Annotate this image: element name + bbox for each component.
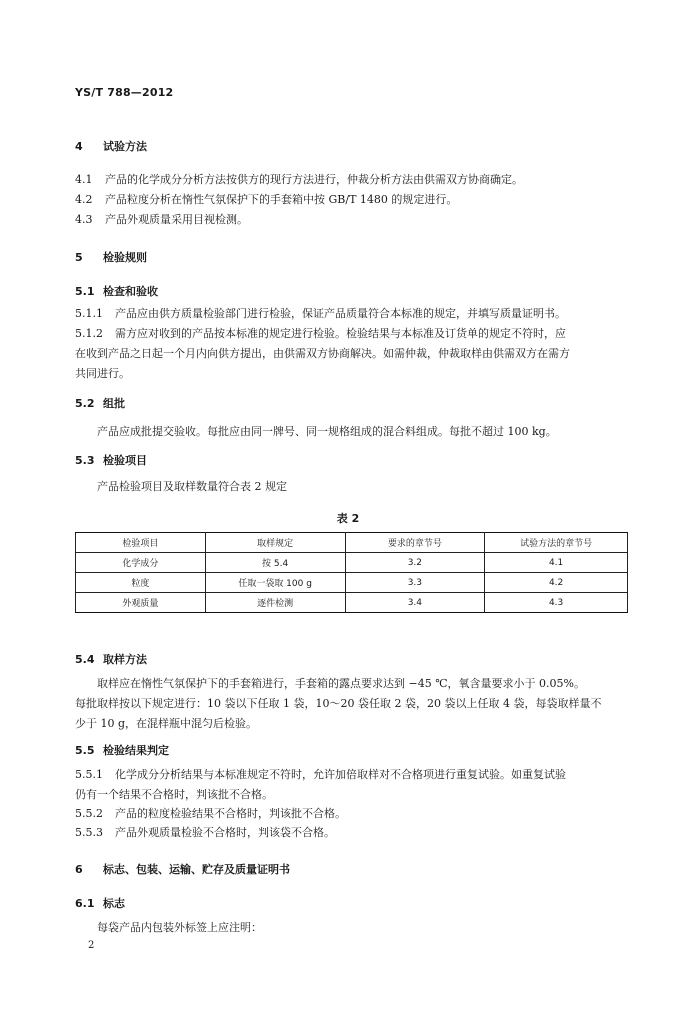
clause-number: 4.3 [75,213,93,226]
table-cell: 4.3 [485,593,628,613]
subsection-title: 检验项目 [103,454,147,467]
subsection-number: 5.4 [75,653,95,666]
section-number: 4 [75,140,83,153]
clause-text: 产品外观质量采用目视检测。 [105,213,248,226]
clause-5-5-3 [75,826,335,840]
paragraph-5-4-line2: 每批取样按以下规定进行：10 袋以下任取 1 袋，10～20 袋任取 2 袋，20 袋以上任取 4 袋，每袋取样量不 [75,697,602,710]
section-4-heading [75,138,147,154]
subsection-title: 检验结果判定 [103,744,169,757]
clause-number: 4.2 [75,193,93,206]
subsection-title: 标志 [103,897,125,910]
subsection-title: 检查和验收 [103,285,158,298]
subsection-5-5-heading [75,742,169,758]
clause-5-1-2-line3: 共同进行。 [75,367,130,380]
clause-5-5-2 [75,807,346,821]
clause-text: 产品应由供方质量检验部门进行检验，保证产品质量符合本标准的规定，并填写质量证明书。 [115,307,566,320]
inspection-table [75,532,628,613]
table-header-cell: 要求的章节号 [345,533,485,553]
section-6-heading [75,861,290,877]
table-cell: 外观质量 [76,593,206,613]
table-cell: 粒度 [76,573,206,593]
table-row [76,573,628,593]
table-cell: 3.3 [345,573,485,593]
paragraph-5-4-line3: 少于 10 g，在混样瓶中混匀后检验。 [75,717,258,730]
section-title: 试验方法 [103,140,147,153]
section-title: 检验规则 [103,251,147,264]
clause-4-2 [75,193,457,207]
clause-number: 5.1.1 [75,307,103,320]
subsection-title: 取样方法 [103,653,147,666]
section-title: 标志、包装、运输、贮存及质量证明书 [103,863,290,876]
section-number: 6 [75,863,83,876]
paragraph-5-3: 产品检验项目及取样数量符合表 2 规定 [97,480,287,493]
subsection-number: 5.1 [75,285,95,298]
table-row [76,553,628,573]
table-cell: 3.2 [345,553,485,573]
table-cell: 3.4 [345,593,485,613]
section-number: 5 [75,251,83,264]
clause-number: 4.1 [75,173,93,186]
subsection-number: 5.5 [75,744,95,757]
clause-text: 产品外观质量检验不合格时，判该袋不合格。 [115,826,335,839]
clause-text: 化学成分分析结果与本标准规定不符时，允许加倍取样对不合格项进行重复试验。如重复试验 [115,768,566,781]
table-header-row [76,533,628,553]
clause-number: 5.5.1 [75,768,103,781]
table-cell: 逐件检测 [205,593,345,613]
clause-4-1 [75,173,523,187]
table-header-cell: 检验项目 [76,533,206,553]
table-cell: 4.2 [485,573,628,593]
section-5-heading [75,249,147,265]
paragraph-5-2: 产品应成批提交验收。每批应由同一牌号、同一规格组成的混合料组成。每批不超过 100 kg。 [97,425,557,438]
clause-text: 产品粒度分析在惰性气氛保护下的手套箱中按 GB/T 1480 的规定进行。 [105,193,458,206]
standard-code: YS/T 788—2012 [75,86,174,99]
table-cell: 化学成分 [76,553,206,573]
clause-5-1-2 [75,327,566,341]
clause-text: 产品的粒度检验结果不合格时，判该批不合格。 [115,807,346,820]
clause-5-5-1-line2: 仍有一个结果不合格时，判该批不合格。 [75,788,273,801]
page-number: 2 [88,940,95,951]
subsection-5-1-heading [75,283,158,299]
table-cell: 4.1 [485,553,628,573]
subsection-5-3-heading [75,452,147,468]
clause-text: 产品的化学成分分析方法按供方的现行方法进行，仲裁分析方法由供需双方协商确定。 [105,173,523,186]
clause-5-1-2-line2: 在收到产品之日起一个月内向供方提出，由供需双方协商解决。如需仲裁，仲裁取样由供需双方在需方 [75,347,570,360]
clause-text: 需方应对收到的产品按本标准的规定进行检验。检验结果与本标准及订货单的规定不符时，应 [115,327,566,340]
subsection-number: 5.3 [75,454,95,467]
subsection-5-4-heading [75,651,147,667]
clause-5-5-1 [75,768,566,782]
table-caption: 表 2 [336,512,360,525]
subsection-number: 5.2 [75,397,95,410]
table-cell: 按 5.4 [205,553,345,573]
clause-number: 5.1.2 [75,327,103,340]
table-cell: 任取一袋取 100 g [205,573,345,593]
table-row [76,593,628,613]
subsection-number: 6.1 [75,897,95,910]
paragraph-6-1: 每袋产品内包装外标签上应注明： [97,921,262,934]
subsection-5-2-heading [75,395,125,411]
subsection-title: 组批 [103,397,125,410]
clause-4-3 [75,213,248,227]
table-header-cell: 取样规定 [205,533,345,553]
clause-number: 5.5.3 [75,826,103,839]
table-header-cell: 试验方法的章节号 [485,533,628,553]
clause-number: 5.5.2 [75,807,103,820]
subsection-6-1-heading [75,895,125,911]
clause-5-1-1 [75,307,566,321]
paragraph-5-4-line1: 取样应在惰性气氛保护下的手套箱进行，手套箱的露点要求达到 −45 ℃，氧含量要求小于 0.05%。 [97,677,585,690]
